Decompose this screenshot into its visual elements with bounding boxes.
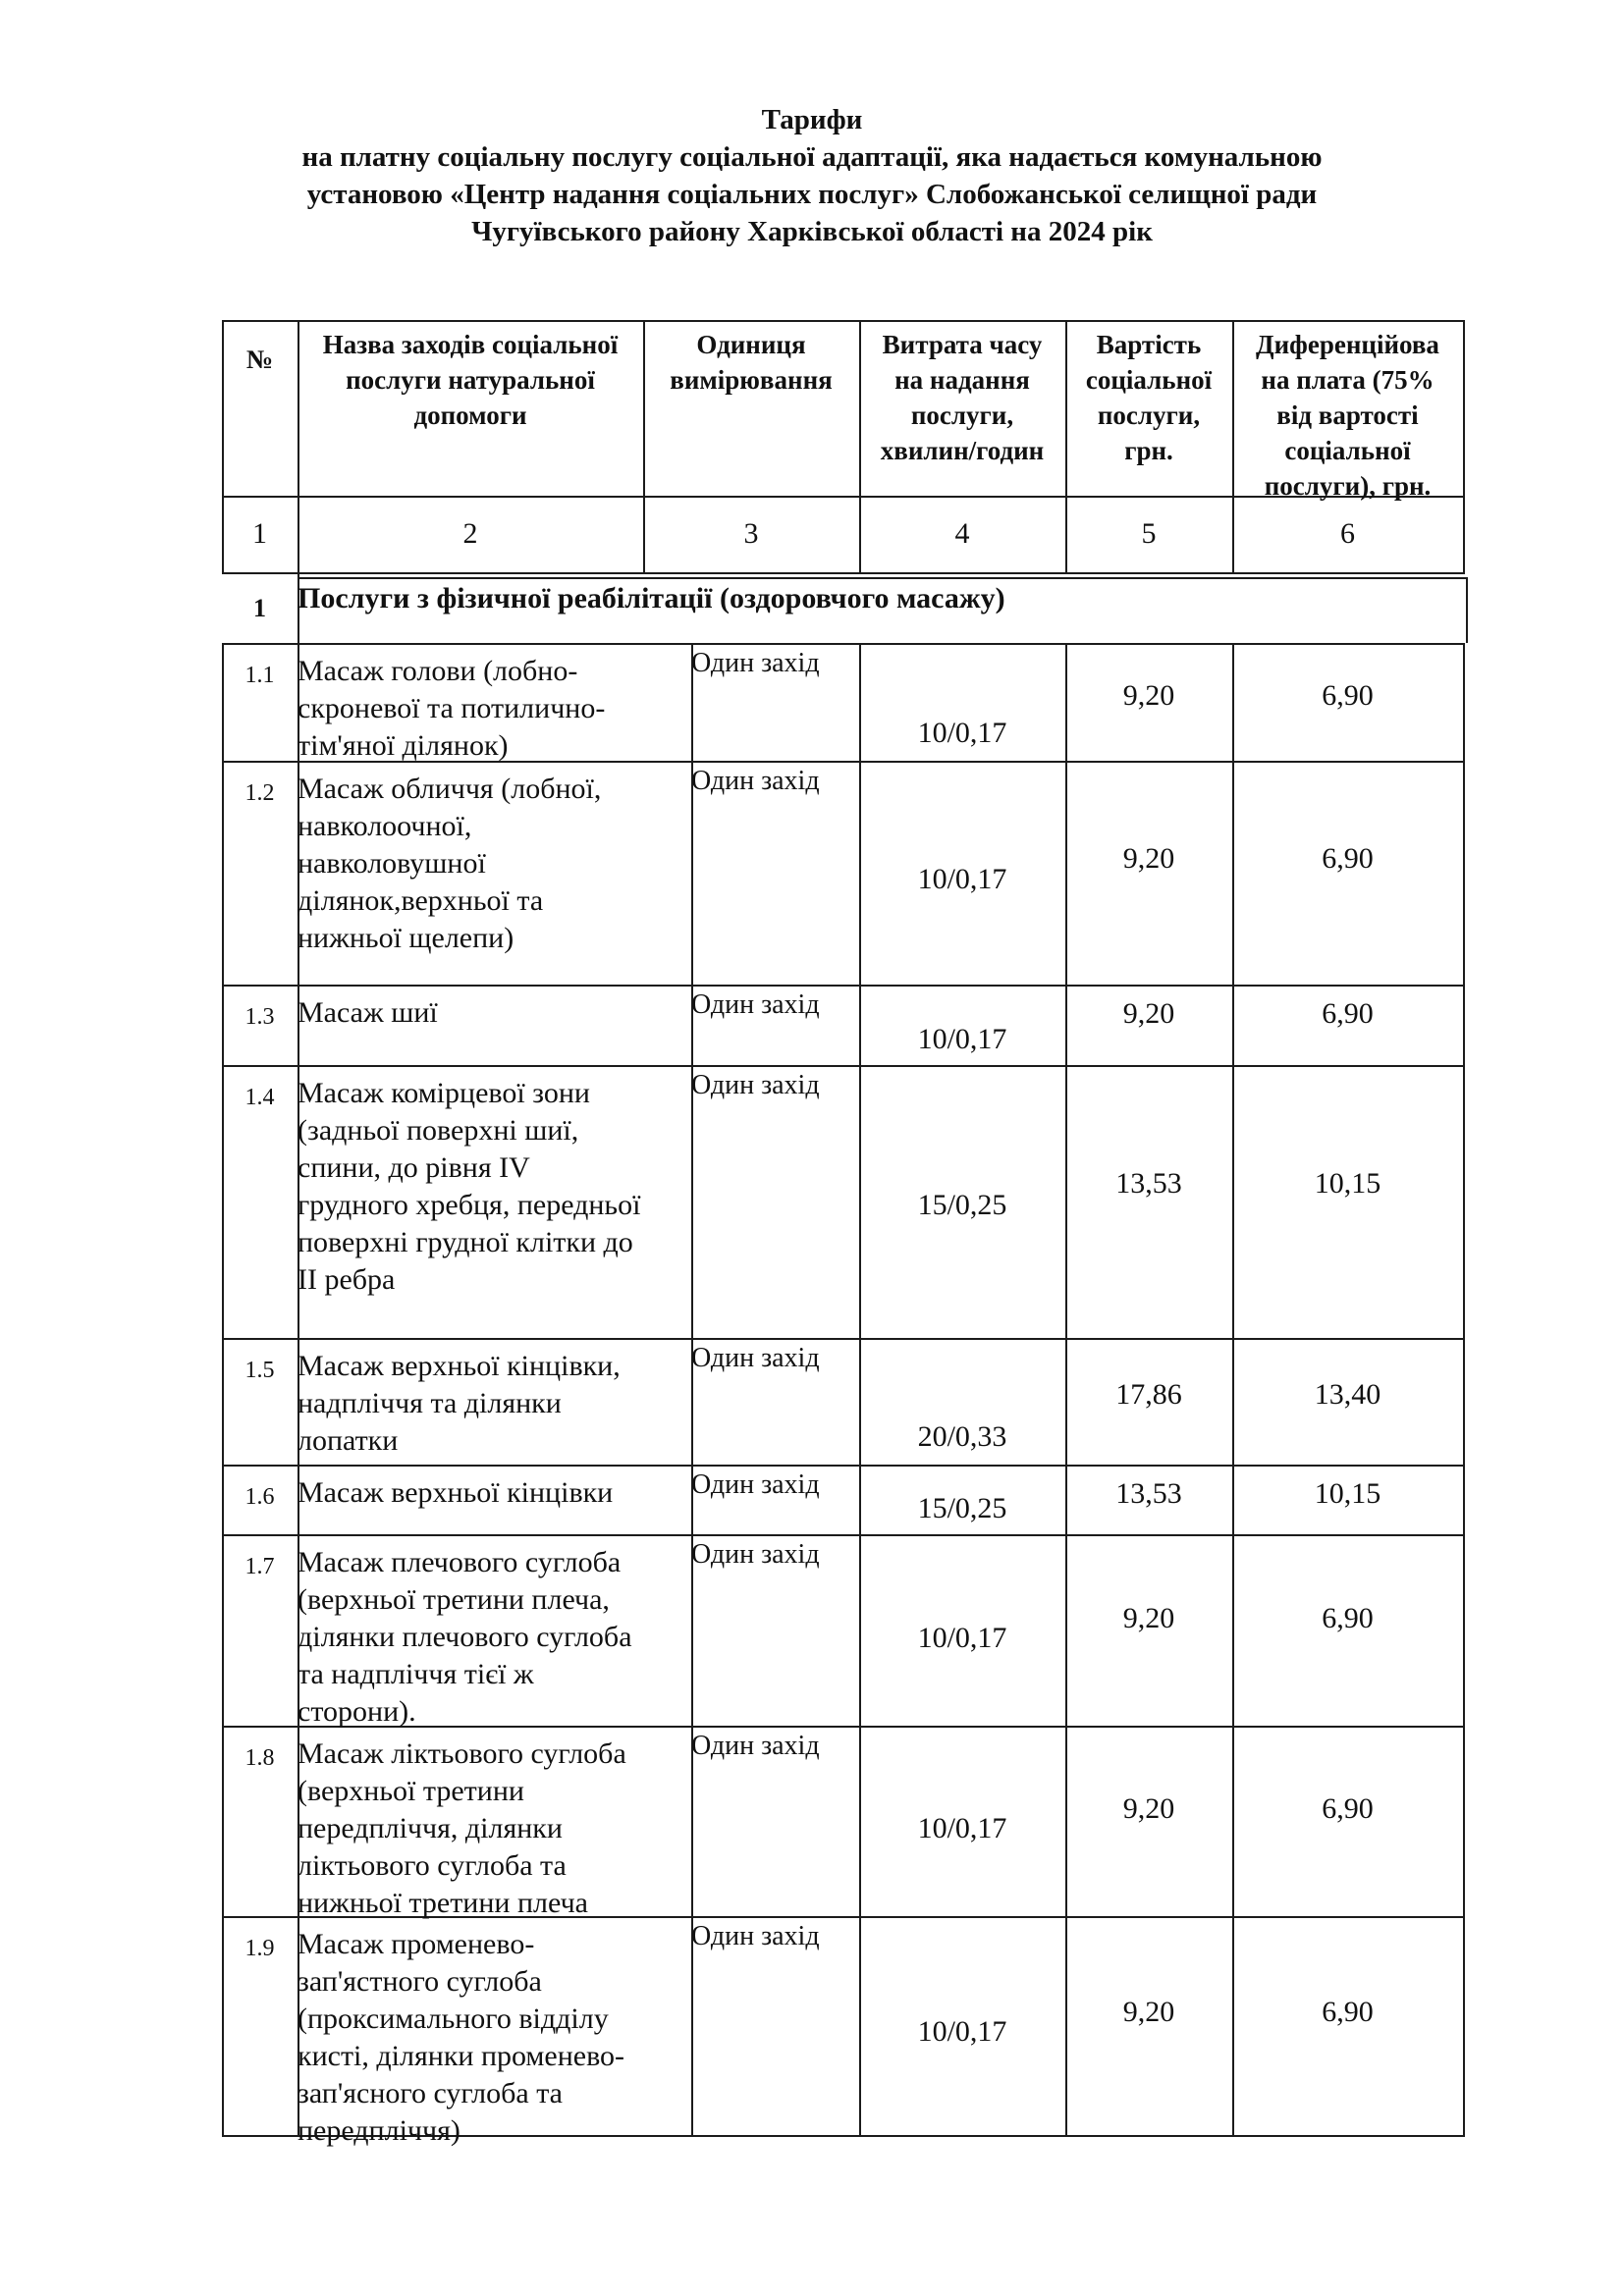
row-number: 1.7 bbox=[244, 1554, 275, 1579]
header-text: на плата (75% bbox=[1261, 365, 1435, 395]
row-diff: 6,90 bbox=[1322, 842, 1374, 875]
row-name bbox=[298, 1735, 690, 1922]
document-title bbox=[0, 101, 1624, 250]
row-name-line: надпліччя та ділянки bbox=[298, 1387, 562, 1419]
row-unit: Один захід bbox=[691, 648, 820, 678]
row-number: 1.6 bbox=[244, 1484, 275, 1510]
column-number: 4 bbox=[954, 517, 970, 550]
row-diff: 6,90 bbox=[1322, 679, 1374, 712]
row-name-line: ділянки плечового суглоба bbox=[298, 1621, 632, 1653]
row-cost: 9,20 bbox=[1122, 997, 1175, 1030]
row-time: 10/0,17 bbox=[917, 863, 1007, 895]
table-border bbox=[222, 1065, 1465, 1067]
row-unit: Один захід bbox=[691, 1921, 820, 1951]
row-name bbox=[298, 1075, 690, 1299]
row-cost: 9,20 bbox=[1122, 679, 1175, 712]
table-border bbox=[222, 572, 1465, 574]
row-time: 10/0,17 bbox=[917, 1812, 1007, 1844]
row-name-line: Масаж верхньої кінцівки, bbox=[298, 1350, 621, 1382]
row-name bbox=[298, 653, 690, 765]
column-number: 2 bbox=[462, 517, 478, 550]
column-number: 6 bbox=[1340, 517, 1355, 550]
column-number: 5 bbox=[1141, 517, 1157, 550]
title-line: установою «Центр надання соціальних послуг» Слобожанської селищної ради bbox=[306, 179, 1318, 210]
row-cost: 13,53 bbox=[1115, 1167, 1182, 1200]
header-text: на надання bbox=[894, 365, 1030, 395]
header-text: соціальної bbox=[1284, 436, 1411, 465]
header-text: Назва заходів соціальної bbox=[322, 330, 619, 359]
row-name-line: кисті, ділянки променево- bbox=[298, 2040, 625, 2072]
row-cost: 9,20 bbox=[1122, 1792, 1175, 1825]
row-name bbox=[298, 1544, 690, 1731]
row-name-line: передпліччя, ділянки bbox=[298, 1812, 563, 1844]
row-name-line: II ребра bbox=[298, 1263, 396, 1296]
header-text: послуги натуральної bbox=[346, 365, 595, 395]
row-name-line: зап'ястного суглоба bbox=[298, 1965, 542, 1998]
row-name-line: спини, до рівня IV bbox=[298, 1151, 530, 1184]
row-name bbox=[298, 994, 690, 1032]
header-text: Вартість bbox=[1096, 330, 1202, 359]
row-diff: 6,90 bbox=[1322, 1996, 1374, 2028]
row-time: 10/0,17 bbox=[917, 1023, 1007, 1055]
header-cell-2 bbox=[298, 327, 643, 494]
table-border bbox=[1463, 643, 1465, 2135]
row-name-line: грудного хребця, передньої bbox=[298, 1189, 641, 1221]
section-number: 1 bbox=[253, 594, 266, 622]
row-name-line: Масаж променево- bbox=[298, 1928, 535, 1960]
row-name-line: (проксимального відділу bbox=[298, 2002, 609, 2035]
row-name bbox=[298, 1926, 690, 2150]
row-name bbox=[298, 1348, 690, 1460]
row-name-line: нижньої третини плеча bbox=[298, 1887, 588, 1919]
row-name-line: Масаж обличчя (лобної, bbox=[298, 773, 602, 805]
row-name-line: зап'ясного суглоба та bbox=[298, 2077, 563, 2109]
row-name-line: передпліччя) bbox=[298, 2114, 460, 2147]
header-text: Витрата часу bbox=[882, 330, 1043, 359]
table-border bbox=[1463, 320, 1465, 572]
row-cost: 9,20 bbox=[1122, 1996, 1175, 2028]
header-text: № bbox=[245, 345, 274, 374]
row-name-line: сторони). bbox=[298, 1695, 416, 1728]
row-name-line: поверхні грудної клітки до bbox=[298, 1226, 633, 1258]
row-cost: 9,20 bbox=[1122, 842, 1175, 875]
row-number: 1.5 bbox=[244, 1358, 275, 1383]
row-unit: Один захід bbox=[691, 1469, 820, 1500]
header-cell-6 bbox=[1232, 327, 1463, 501]
title-line: Тарифи bbox=[761, 104, 863, 135]
row-diff: 6,90 bbox=[1322, 1792, 1374, 1825]
header-text: Диференційова bbox=[1256, 330, 1439, 359]
header-text: соціальної bbox=[1085, 365, 1213, 395]
row-time: 10/0,17 bbox=[917, 717, 1007, 749]
row-number: 1.8 bbox=[244, 1745, 275, 1771]
row-name-line: (задньої поверхні шиї, bbox=[298, 1114, 579, 1147]
table-border bbox=[1466, 577, 1468, 643]
header-cell-3 bbox=[643, 327, 859, 494]
row-number: 1.2 bbox=[244, 780, 275, 806]
title-line: на платну соціальну послугу соціальної адаптації, яка надається комунальною bbox=[301, 141, 1323, 173]
row-name-line: Масаж шиї bbox=[298, 996, 438, 1029]
table-border bbox=[691, 643, 693, 2135]
row-name-line: Масаж верхньої кінцівки bbox=[298, 1476, 614, 1509]
column-number: 3 bbox=[743, 517, 759, 550]
row-cost: 17,86 bbox=[1115, 1378, 1182, 1411]
row-name-line: скроневої та потилично- bbox=[298, 692, 606, 724]
row-diff: 13,40 bbox=[1314, 1378, 1381, 1411]
row-unit: Один захід bbox=[691, 766, 820, 796]
row-diff: 10,15 bbox=[1314, 1477, 1381, 1510]
row-name-line: ділянок,верхньої та bbox=[298, 884, 544, 917]
row-time: 20/0,33 bbox=[917, 1420, 1007, 1453]
row-name-line: тім'яної ділянок) bbox=[298, 729, 509, 762]
section-title: Послуги з фізичної реабілітації (оздоровчого масажу) bbox=[298, 582, 1005, 614]
row-time: 15/0,25 bbox=[917, 1189, 1007, 1221]
header-text: Одиниця bbox=[696, 330, 806, 359]
row-name-line: навколовушної bbox=[298, 847, 486, 880]
row-number: 1.4 bbox=[244, 1085, 275, 1110]
row-name-line: Масаж плечового суглоба bbox=[298, 1546, 622, 1578]
header-cell-1 bbox=[222, 342, 298, 508]
row-time: 10/0,17 bbox=[917, 1622, 1007, 1654]
row-name-line: (верхньої третини bbox=[298, 1775, 524, 1807]
header-text: допомоги bbox=[413, 400, 527, 430]
row-name-line: нижньої щелепи) bbox=[298, 922, 514, 954]
row-time: 15/0,25 bbox=[917, 1492, 1007, 1524]
table-border bbox=[222, 1534, 1465, 1536]
row-name-line: Масаж ліктьового суглоба bbox=[298, 1737, 626, 1770]
row-diff: 6,90 bbox=[1322, 1602, 1374, 1634]
header-text: послуги, bbox=[1097, 400, 1201, 430]
header-text: грн. bbox=[1124, 436, 1173, 465]
row-unit: Один захід bbox=[691, 1539, 820, 1570]
row-unit: Один захід bbox=[691, 989, 820, 1020]
header-text: хвилин/годин bbox=[880, 436, 1045, 465]
row-number: 1.3 bbox=[244, 1004, 275, 1030]
header-cell-5 bbox=[1065, 327, 1232, 494]
column-number: 1 bbox=[252, 517, 267, 550]
row-name-line: та надпліччя тієї ж bbox=[298, 1658, 534, 1690]
table-border bbox=[222, 985, 1465, 987]
header-text: вимірювання bbox=[670, 365, 833, 395]
row-name bbox=[298, 1474, 690, 1512]
row-unit: Один захід bbox=[691, 1343, 820, 1373]
row-diff: 6,90 bbox=[1322, 997, 1374, 1030]
row-cost: 9,20 bbox=[1122, 1602, 1175, 1634]
header-text: від вартості bbox=[1276, 400, 1419, 430]
row-cost: 13,53 bbox=[1115, 1477, 1182, 1510]
row-name bbox=[298, 771, 690, 957]
row-unit: Один захід bbox=[691, 1070, 820, 1100]
row-name-line: (верхньої третини плеча, bbox=[298, 1583, 610, 1616]
table-border bbox=[222, 643, 224, 2135]
header-text: послуги), грн. bbox=[1264, 471, 1432, 501]
row-diff: 10,15 bbox=[1314, 1167, 1381, 1200]
table-border bbox=[222, 320, 1465, 322]
row-name-line: ліктьового суглоба та bbox=[298, 1849, 567, 1882]
title-line: Чугуївського району Харківської області на 2024 рік bbox=[471, 216, 1153, 247]
row-name-line: лопатки bbox=[298, 1424, 399, 1457]
table-border bbox=[222, 1338, 1465, 1340]
table-border bbox=[222, 643, 1465, 645]
row-unit: Один захід bbox=[691, 1731, 820, 1761]
row-name-line: Масаж голови (лобно- bbox=[298, 655, 578, 687]
header-cell-4 bbox=[859, 327, 1065, 494]
row-name-line: навколоочної, bbox=[298, 810, 472, 842]
row-time: 10/0,17 bbox=[917, 2015, 1007, 2048]
row-number: 1.1 bbox=[244, 663, 275, 688]
row-number: 1.9 bbox=[244, 1936, 275, 1961]
row-name-line: Масаж комірцевої зони bbox=[298, 1077, 590, 1109]
header-text: послуги, bbox=[910, 400, 1014, 430]
table-border bbox=[222, 1465, 1465, 1467]
